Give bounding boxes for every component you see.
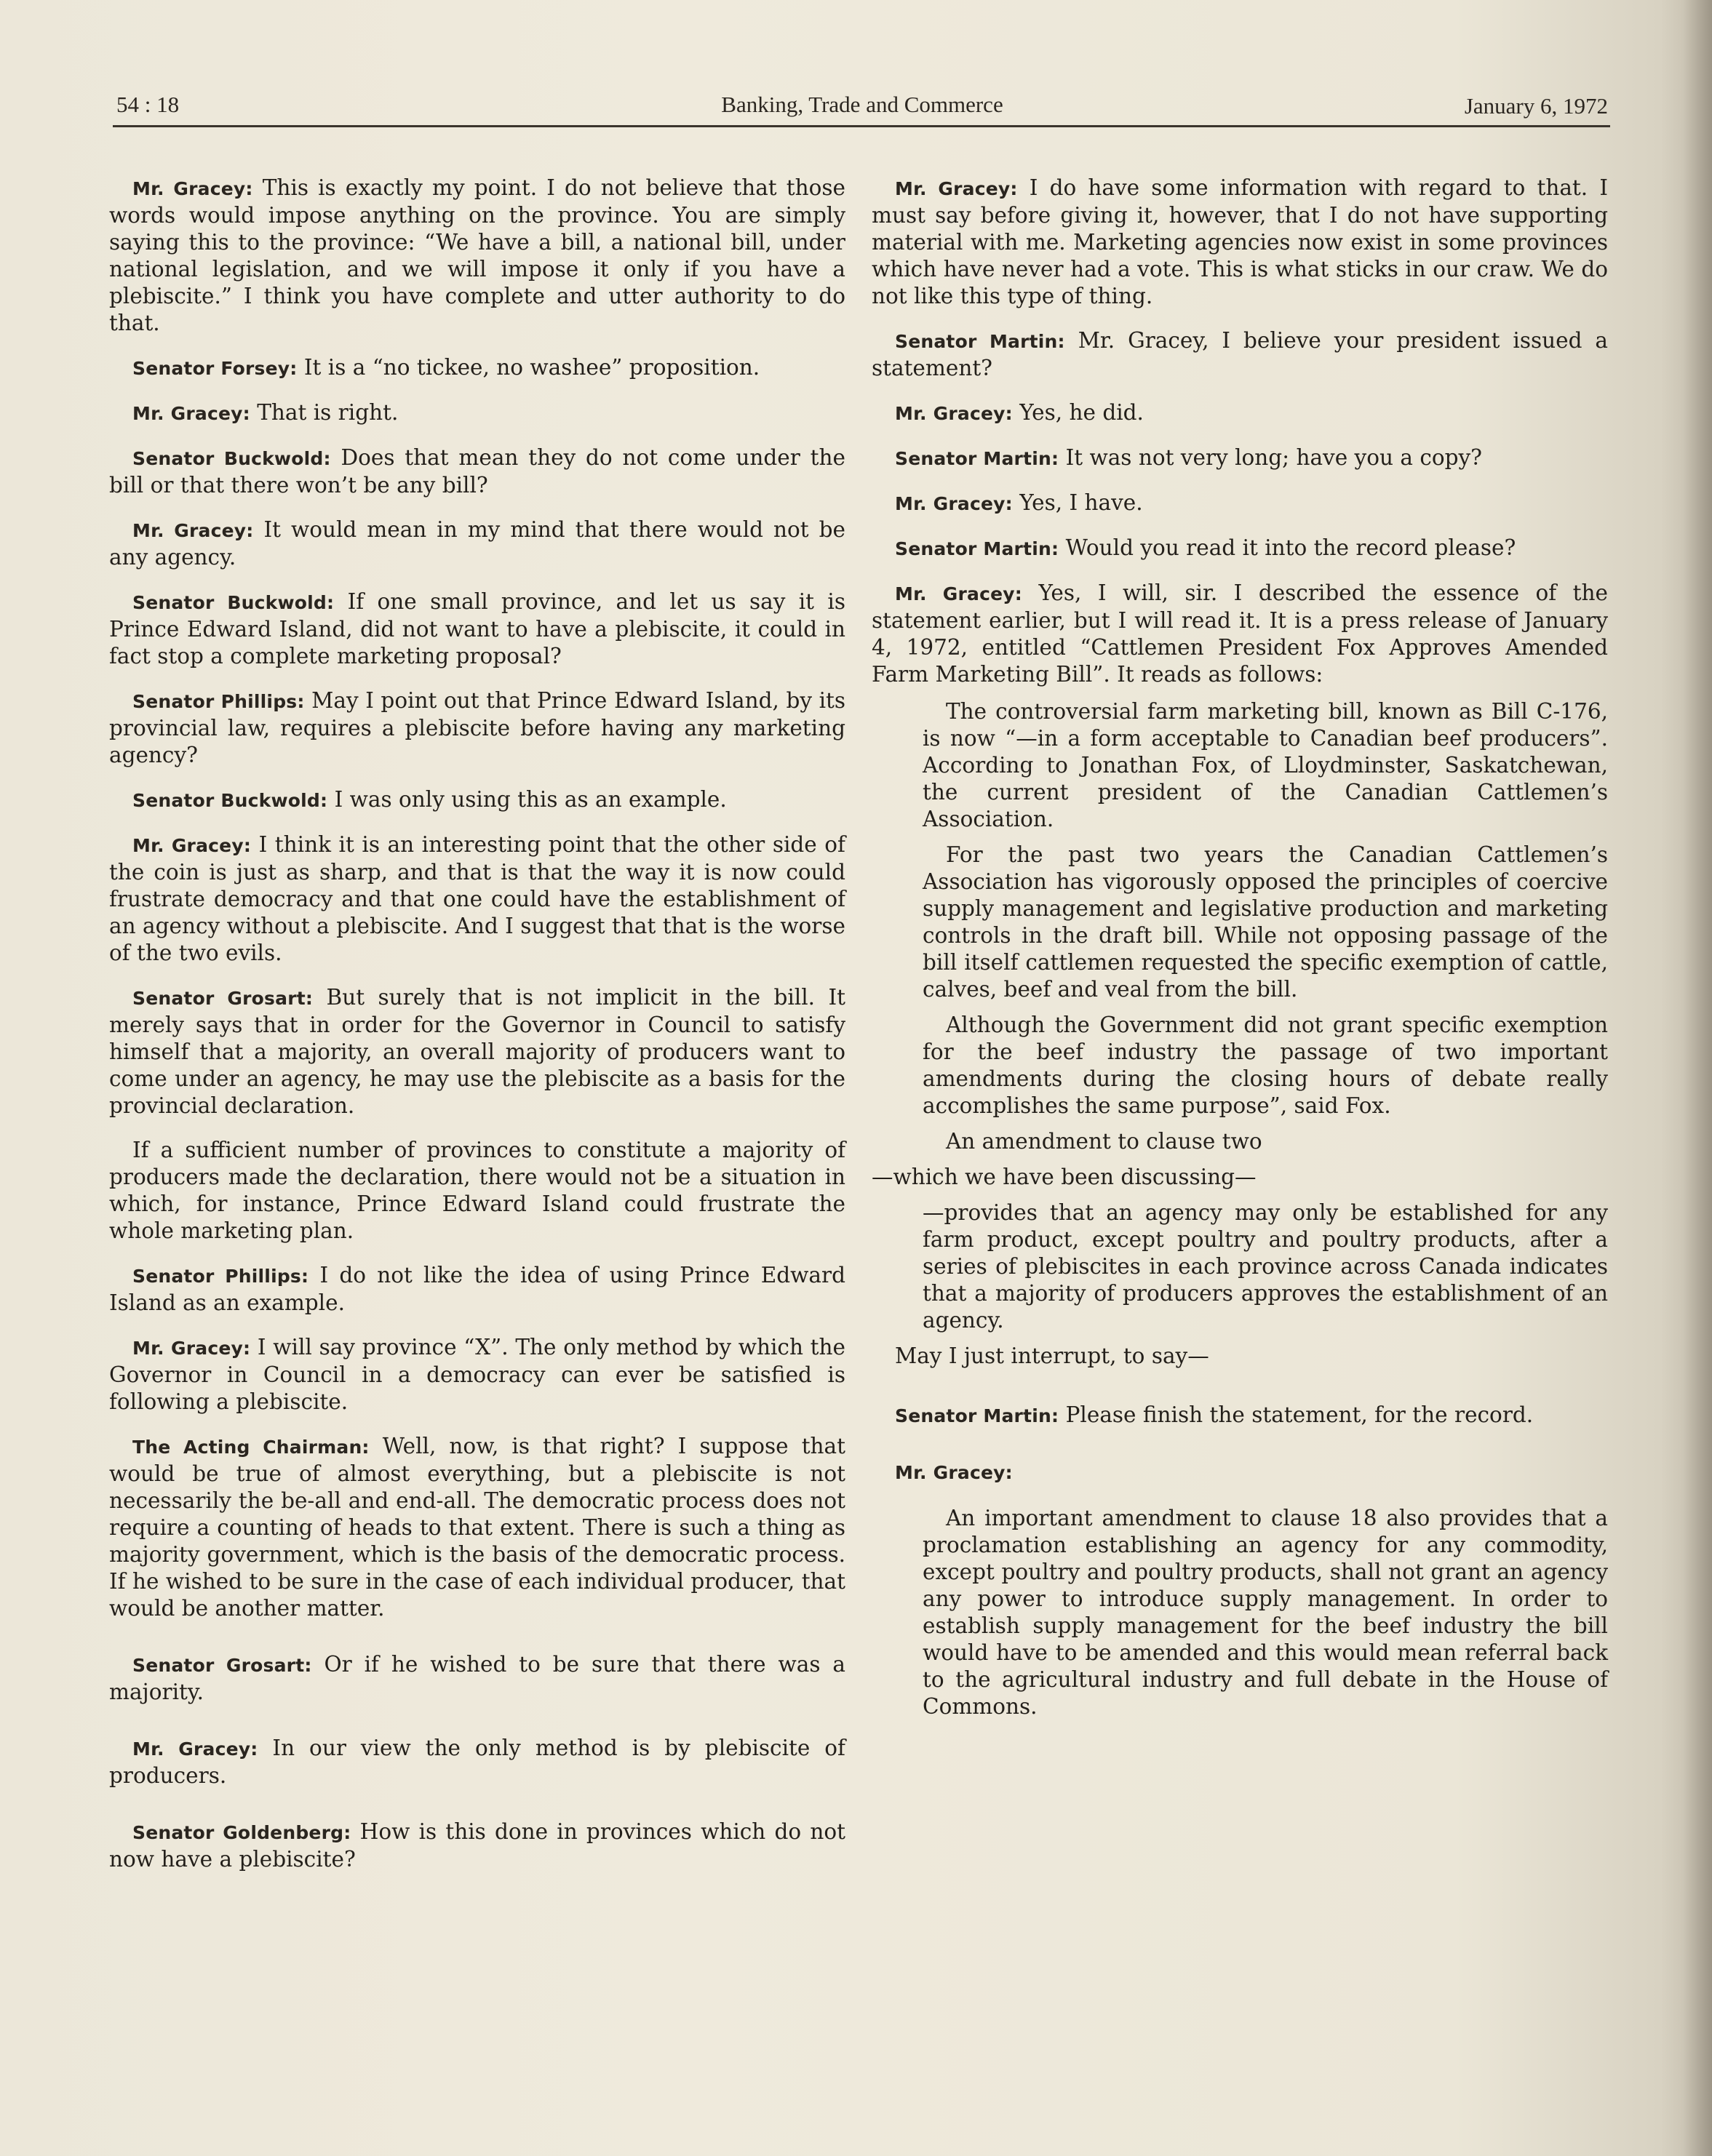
- transcript-paragraph: [109, 1137, 845, 1245]
- page-header: [116, 87, 1608, 127]
- speaker-name: Senator Phillips:: [132, 691, 305, 712]
- header-date: January 6, 1972: [1464, 93, 1608, 119]
- transcript-paragraph: [109, 1433, 845, 1622]
- transcript-paragraph: [109, 1818, 845, 1873]
- transcript-paragraph: [872, 580, 1608, 688]
- speech-text: Yes, I will, sir. I described the essence of the statement earlier, but I will read it. It is a press release of January 4, 1972, entitled “Cattlemen President Fox Approves Amended Farm Marketing Bill”. It reads as follows:: [872, 580, 1608, 687]
- speech-text: Well, now, is that right? I suppose that would be true of almost everything, but a plebiscite is not necessarily the be-all and end-all. The democratic process does not require a counting of heads to that extent. There is such a thing as majority government, which is the basis of the democratic process. If he wished to be sure in the case of each individual producer, that would be another matter.: [109, 1434, 845, 1621]
- speaker-name: Mr. Gracey:: [132, 1738, 258, 1760]
- speaker-name: Senator Goldenberg:: [132, 1822, 351, 1843]
- press-release-quote: An important amendment to clause 18 also provides that a proclamation establishing an agency for any commodity, except poultry and poultry products, shall not grant an agency any power to introduce supply management. In order to establish supply management for the beef industry the bill would have to be amended and this would mean referral back to the agricultural industry and full debate in the House of Commons.: [923, 1506, 1608, 1719]
- transcript-paragraph: [109, 687, 845, 769]
- speaker-name: Mr. Gracey:: [132, 1338, 251, 1359]
- speech-text: If a sufficient number of provinces to constitute a majority of producers made the declaration, there would not be a situation in which, for instance, Prince Edward Island could frustrate the whole marketing plan.: [109, 1138, 845, 1243]
- speech-text: I think it is an interesting point that the other side of the coin is just as sharp, and that is that the way it is now could frustrate democracy and that one could have the establishment of an agency without a plebiscite. And I suggest that that is the worse of the two evils.: [109, 832, 845, 965]
- speech-text: In our view the only method is by plebiscite of producers.: [109, 1736, 845, 1788]
- transcript-paragraph: [109, 786, 845, 814]
- press-release-quote: Although the Government did not grant specific exemption for the beef industry the passage of two important amendments during the closing hours of debate really accomplishes the same purpose”, said Fox.: [923, 1013, 1608, 1118]
- speaker-name: Mr. Gracey:: [132, 178, 253, 199]
- speaker-name: The Acting Chairman:: [132, 1437, 370, 1458]
- left-column: [109, 175, 845, 1891]
- transcript-paragraph: [872, 327, 1608, 382]
- speaker-name: Mr. Gracey:: [132, 403, 250, 424]
- speaker-name: Senator Martin:: [895, 1405, 1059, 1426]
- speech-text: It was not very long; have you a copy?: [1065, 445, 1482, 470]
- transcript-paragraph: [109, 1735, 845, 1789]
- speech-text: I do have some information with regard to that. I must say before giving it, however, that I do not have supporting material with me. Marketing agencies now exist in some provinces which have never had a vote. This is what sticks in our craw. We do not like this type of thing.: [872, 175, 1608, 308]
- speech-text: If one small province, and let us say it is Prince Edward Island, did not want to have a plebiscite, it could in fact stop a complete marketing proposal?: [109, 589, 845, 668]
- speaker-name: Senator Martin:: [895, 331, 1065, 352]
- speech-text: But surely that is not implicit in the bill. It merely says that in order for the Governor in Council to satisfy himself that a majority, an overall majority of producers want to come under an agency, he may use the plebiscite as a basis for the provincial declaration.: [109, 985, 845, 1118]
- transcript-paragraph: [109, 516, 845, 571]
- speaker-name: Mr. Gracey:: [895, 178, 1018, 199]
- transcript-paragraph: [109, 831, 845, 967]
- speech-text: It would mean in my mind that there would not be any agency.: [109, 517, 845, 570]
- speech-text: I was only using this as an example.: [334, 787, 727, 812]
- speaker-name: Senator Buckwold:: [132, 790, 328, 811]
- speech-text: Would you read it into the record please?: [1065, 535, 1516, 560]
- speaker-name: Senator Grosart:: [132, 988, 314, 1009]
- speaker-name: Mr. Gracey:: [132, 520, 254, 541]
- speech-text: That is right.: [257, 400, 399, 425]
- speech-text: This is exactly my point. I do not believe that those words would impose anything on the province. You are simply saying this to the province: “We have a bill, a national bill, under national legislation, and we will impose it only if you have a plebiscite.” I think you have complete and utter authority to do that.: [109, 175, 845, 335]
- speech-text: Does that mean they do not come under the bill or that there won’t be any bill?: [109, 445, 845, 498]
- speech-text: Yes, he did.: [1019, 400, 1144, 425]
- speaker-name: Mr. Gracey:: [895, 493, 1013, 514]
- transcript-paragraph: [872, 535, 1608, 562]
- transcript-paragraph: [872, 1458, 1608, 1486]
- transcript-paragraph: [109, 1651, 845, 1706]
- speech-text: I will say province “X”. The only method by which the Governor in Council in a democracy can ever be satisfied is following a plebiscite.: [109, 1335, 845, 1414]
- speech-text: I do not like the idea of using Prince Edward Island as an example.: [109, 1263, 846, 1315]
- speaker-name: Senator Grosart:: [132, 1655, 312, 1676]
- transcript-paragraph: [109, 984, 845, 1119]
- speaker-name: Senator Buckwold:: [132, 448, 331, 469]
- publication-title: Banking, Trade and Commerce: [721, 92, 1003, 117]
- transcript-paragraph: [872, 175, 1608, 310]
- speaker-name: Mr. Gracey:: [895, 1462, 1013, 1483]
- speech-text: May I point out that Prince Edward Island, by its provincial law, requires a plebiscite before having any marketing agency?: [109, 688, 845, 767]
- transcript-paragraph: [872, 490, 1608, 517]
- speaker-name: Mr. Gracey:: [895, 583, 1022, 604]
- transcript-paragraph: [109, 175, 845, 337]
- transcript-paragraph: [109, 444, 845, 499]
- press-release-quote: For the past two years the Canadian Cattlemen’s Association has vigorously opposed the principles of coercive supply management and legislative production and marketing controls in the draft bill. While not opposing passage of the bill itself cattlemen requested the specific exemption of cattle, calves, beef and veal from the bill.: [923, 842, 1608, 1002]
- speech-text: Or if he wished to be sure that there was a majority.: [109, 1652, 845, 1704]
- transcript-paragraph: [109, 399, 845, 427]
- speech-text: Mr. Gracey, I believe your president issued a statement?: [872, 328, 1608, 380]
- speech-text: Yes, I have.: [1019, 490, 1143, 515]
- speech-text: How is this done in provinces which do not now have a plebiscite?: [109, 1819, 845, 1872]
- transcript-paragraph: [109, 1334, 845, 1416]
- transcript-paragraph: [109, 1262, 845, 1317]
- page-binding-shadow: [1683, 0, 1712, 2156]
- speaker-name: Mr. Gracey:: [132, 835, 252, 856]
- transcript-paragraph: [872, 1402, 1608, 1429]
- press-release-quote: The controversial farm marketing bill, known as Bill C-176, is now “—in a form acceptable to Canadian beef producers”. According to Jonathan Fox, of Lloydminster, Saskatchewan, the current president of the Canadian Cattlemen’s Association.: [923, 699, 1608, 831]
- right-column: [872, 175, 1608, 1729]
- speaker-name: Senator Buckwold:: [132, 592, 335, 613]
- speaker-name: Mr. Gracey:: [895, 403, 1013, 424]
- speaker-name: Senator Phillips:: [132, 1266, 309, 1287]
- transcript-paragraph: [872, 444, 1608, 472]
- press-release-quote: An amendment to clause two: [946, 1129, 1262, 1154]
- press-release-quote: —provides that an agency may only be established for any farm product, except poultry and poultry products, after a series of plebiscites in each province across Canada indicates that a majority of producers approves the establishment of an agency.: [923, 1200, 1608, 1333]
- speaker-name: Senator Martin:: [895, 538, 1059, 559]
- interruption-line: May I just interrupt, to say—: [895, 1343, 1209, 1368]
- transcript-paragraph: [109, 354, 845, 382]
- header-divider: [113, 125, 1610, 127]
- speaker-name: Senator Forsey:: [132, 358, 298, 379]
- transcript-paragraph: [872, 399, 1608, 427]
- page-number: 54 : 18: [116, 92, 180, 117]
- speech-text: It is a “no tickee, no washee” proposition.: [303, 355, 760, 380]
- speech-text: Please finish the statement, for the record.: [1065, 1402, 1534, 1427]
- speaker-name: Senator Martin:: [895, 448, 1059, 469]
- speaker-interjection: —which we have been discussing—: [872, 1165, 1257, 1189]
- transcript-paragraph: [109, 588, 845, 670]
